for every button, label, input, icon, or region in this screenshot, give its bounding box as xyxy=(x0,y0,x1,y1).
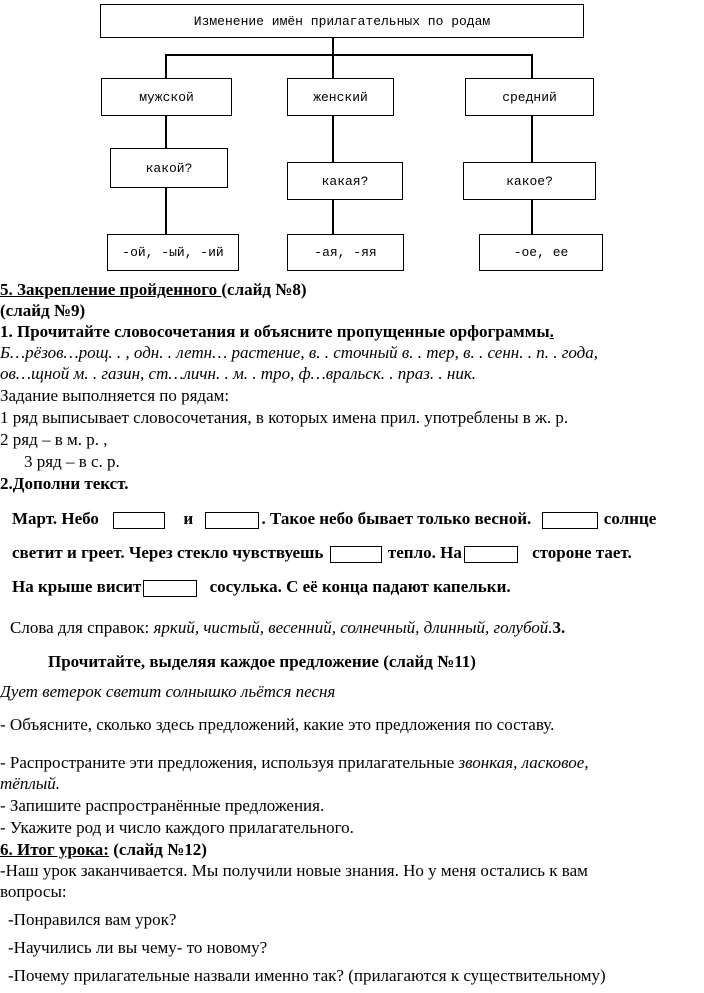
slide9-label: (слайд №9) xyxy=(0,301,86,320)
fill-line2: светит и греет. Через стекло чувствуешь тепло. На стороне тает. xyxy=(12,543,632,562)
section5-heading: 5. Закрепление пройденного (слайд №8) xyxy=(0,280,307,299)
final-question-3: -Почему прилагательные назвали именно так? (прилагаются к существительному) xyxy=(8,966,606,985)
fill-line3: На крыше висит сосулька. С её конца падают капельки. xyxy=(12,577,511,596)
question-1: - Объясните, сколько здесь предложений, какие это предложения по составу. xyxy=(0,715,555,734)
question-box-feminine xyxy=(287,162,403,200)
ending-line1: -Наш урок заканчивается. Мы получили новые знания. Но у меня остались к вам xyxy=(0,861,588,880)
connector xyxy=(531,54,533,78)
gender-box-masculine xyxy=(101,78,232,116)
sentence-example: Дует ветерок светит солнышко льётся песня xyxy=(0,682,336,701)
final-question-1: -Понравился вам урок? xyxy=(8,910,177,929)
connector xyxy=(531,116,533,162)
fill-line1: Март. Небо и . Такое небо бывает только весной. солнце xyxy=(12,509,657,528)
gender-endings: -ой, -ый, -ий xyxy=(122,245,224,260)
task1-words-line2: ов…щной м. . газин, ст…личн. . м. . тро, ф…вральск. . праз. . ник. xyxy=(0,364,477,383)
section6-heading: 6. Итог урока: (слайд №12) xyxy=(0,840,207,859)
question-3: - Запишите распространённые предложения. xyxy=(0,796,325,815)
blank-field[interactable] xyxy=(113,512,165,529)
connector xyxy=(165,188,167,234)
question-box-masculine xyxy=(110,148,228,188)
connector xyxy=(332,116,334,162)
task3-heading: Прочитайте, выделяя каждое предложение (слайд №11) xyxy=(48,652,476,671)
ending-line2: вопросы: xyxy=(0,882,67,901)
question-2: - Распространите эти предложения, используя прилагательные звонкая, ласковое, xyxy=(0,753,589,772)
connector xyxy=(332,200,334,234)
gender-question: какое? xyxy=(506,173,553,189)
blank-field[interactable] xyxy=(143,580,197,597)
gender-endings: -ое, ее xyxy=(513,245,569,260)
endings-box-feminine xyxy=(287,234,404,271)
connector xyxy=(332,38,334,54)
row1-task: 1 ряд выписывает словосочетания, в которых имена прил. употреблены в ж. р. xyxy=(0,408,569,427)
diagram-title-box xyxy=(100,4,584,38)
connector xyxy=(165,54,532,56)
row2-task: 2 ряд – в м. р. , xyxy=(0,430,108,449)
rows-intro: Задание выполняется по рядам: xyxy=(0,386,230,405)
gender-name: мужской xyxy=(139,89,194,105)
gender-diagram xyxy=(0,0,704,280)
gender-endings: -ая, -яя xyxy=(314,245,377,260)
gender-name: женский xyxy=(313,89,368,105)
gender-name: средний xyxy=(502,89,557,105)
blank-field[interactable] xyxy=(542,512,598,529)
help-words-line: Слова для справок: яркий, чистый, весенний, солнечный, длинный, голубой.3. xyxy=(10,618,566,637)
final-question-2: -Научились ли вы чему- то новому? xyxy=(8,938,268,957)
connector xyxy=(332,54,334,78)
task1-words-line1: Б…рёзов…рощ. . , одн. . летн… растение, в. . сточный в. . тер, в. . сенн. . п. . года, xyxy=(0,343,598,362)
blank-field[interactable] xyxy=(330,546,382,563)
gender-box-feminine xyxy=(287,78,394,116)
endings-box-neuter xyxy=(479,234,603,271)
endings-box-masculine xyxy=(107,234,239,271)
gender-question: какой? xyxy=(145,160,193,176)
connector xyxy=(531,200,533,234)
question-4: - Укажите род и число каждого прилагательного. xyxy=(0,818,354,837)
task1-heading: 1. Прочитайте словосочетания и объясните пропущенные орфограммы. xyxy=(0,322,554,341)
task2-heading: 2.Дополни текст. xyxy=(0,474,129,493)
connector xyxy=(165,54,167,78)
question-box-neuter xyxy=(463,162,596,200)
question-2-cont: тёплый. xyxy=(0,774,60,793)
row3-task: 3 ряд – в с. р. xyxy=(24,452,120,471)
diagram-title: Изменение имён прилагательных по родам xyxy=(193,13,491,29)
gender-box-neuter xyxy=(465,78,594,116)
connector xyxy=(165,116,167,148)
blank-field[interactable] xyxy=(205,512,259,529)
blank-field[interactable] xyxy=(464,546,518,563)
gender-question: какая? xyxy=(321,173,369,189)
